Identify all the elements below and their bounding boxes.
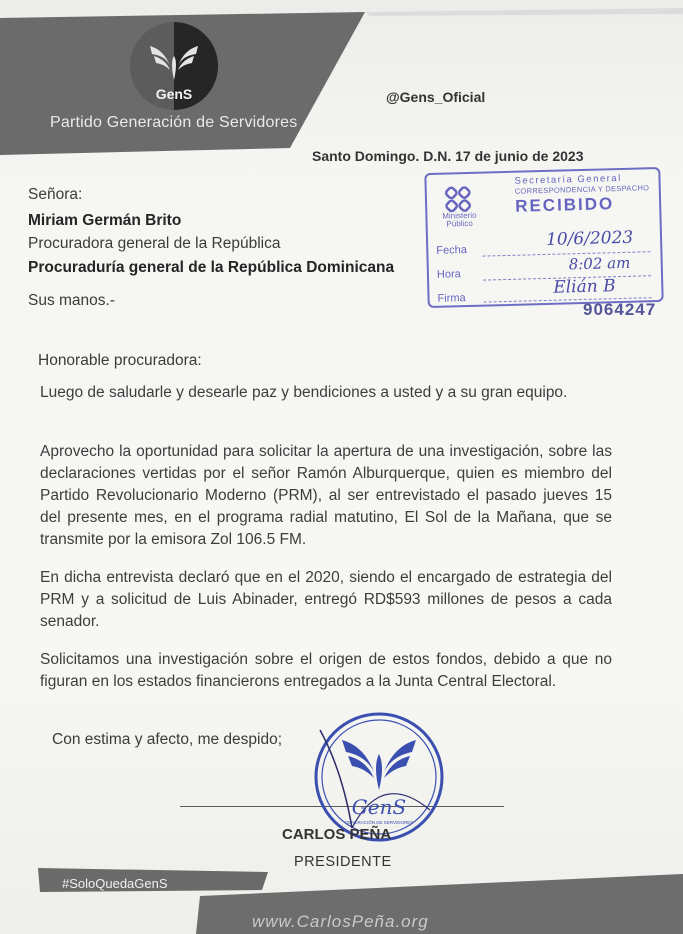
recipient-position: Procuradora general de la República [28,235,281,252]
stamp-ministry: Ministerio Público [442,210,477,229]
seal-subtext: GENERACIÓN DE SERVIDORES [344,820,414,825]
received-stamp [424,167,663,308]
recipient-name: Miriam Germán Brito [28,212,182,229]
stamp-hora-label: Hora [436,268,461,281]
stamp-status: RECIBIDO [514,194,615,216]
stamp-fecha-value: 10/6/2023 [545,227,634,250]
recipient-closing: Sus manos.- [28,292,116,309]
stamp-subdepartment: CORRESPONDENCIA Y DESPACHO [514,183,650,196]
signer-title: PRESIDENTE [294,854,392,870]
salutation: Señora: [28,186,83,203]
paragraph-3: En dicha entrevista declaró que en el 2020, siendo el encargado de estrategia del PRM y a solicitud de Luis Abinader, entregó RD$593 millones de pesos a cada senador. [40,569,612,630]
stamp-firma-value: Elián B [553,276,616,298]
gens-logo [130,22,218,110]
seal-text: GenS [351,795,407,819]
gens-seal [312,710,446,844]
greeting: Honorable procuradora: [38,352,202,369]
stamp-firma-label: Firma [437,292,466,305]
seal-phoenix-icon [342,740,416,790]
logo-text: GenS [155,86,193,102]
phoenix-icon [130,32,218,92]
paragraph-2: Aprovecho la oportunidad para solicitar la apertura de una investigación, sobre las declaraciones vertidas por el señor Ramón Alburquerque, quien es miembro del Partido Revolucionario Moderno (PRM), al ser entrevistado el pasado jueves 15 del presente mes, en el programa radial matutino, El Sol de la Mañana, que se transmite por la emisora Zol 106.5 FM. [40,443,612,548]
recipient-institution: Procuraduría general de la República Dominicana [28,259,395,276]
paragraph-4: Solicitamos una investigación sobre el origen de estos fondos, debido a que no figuran en los estados financierons entregados a la Junta Central Electoral. [40,651,612,690]
farewell: Con estima y afecto, me despido; [52,731,283,748]
stamp-hora-value: 8:02 am [568,253,631,274]
social-handle: @Gens_Oficial [386,89,486,105]
party-name: Partido Generación de Servidores [50,114,298,131]
stamp-fecha-label: Fecha [436,244,468,257]
paragraph-1: Luego de saludarle y desearle paz y bendiciones a usted y a su gran equipo. [40,384,568,401]
stamp-department: Secretaría General [514,172,622,187]
website: www.CarlosPeña.org [252,912,429,931]
hashtag: #SoloQuedaGenS [62,876,168,891]
signer-name: CARLOS PEÑA [282,826,392,843]
stamp-number: 9064247 [583,300,657,319]
date-line: Santo Domingo. D.N. 17 de junio de 2023 [312,148,584,164]
